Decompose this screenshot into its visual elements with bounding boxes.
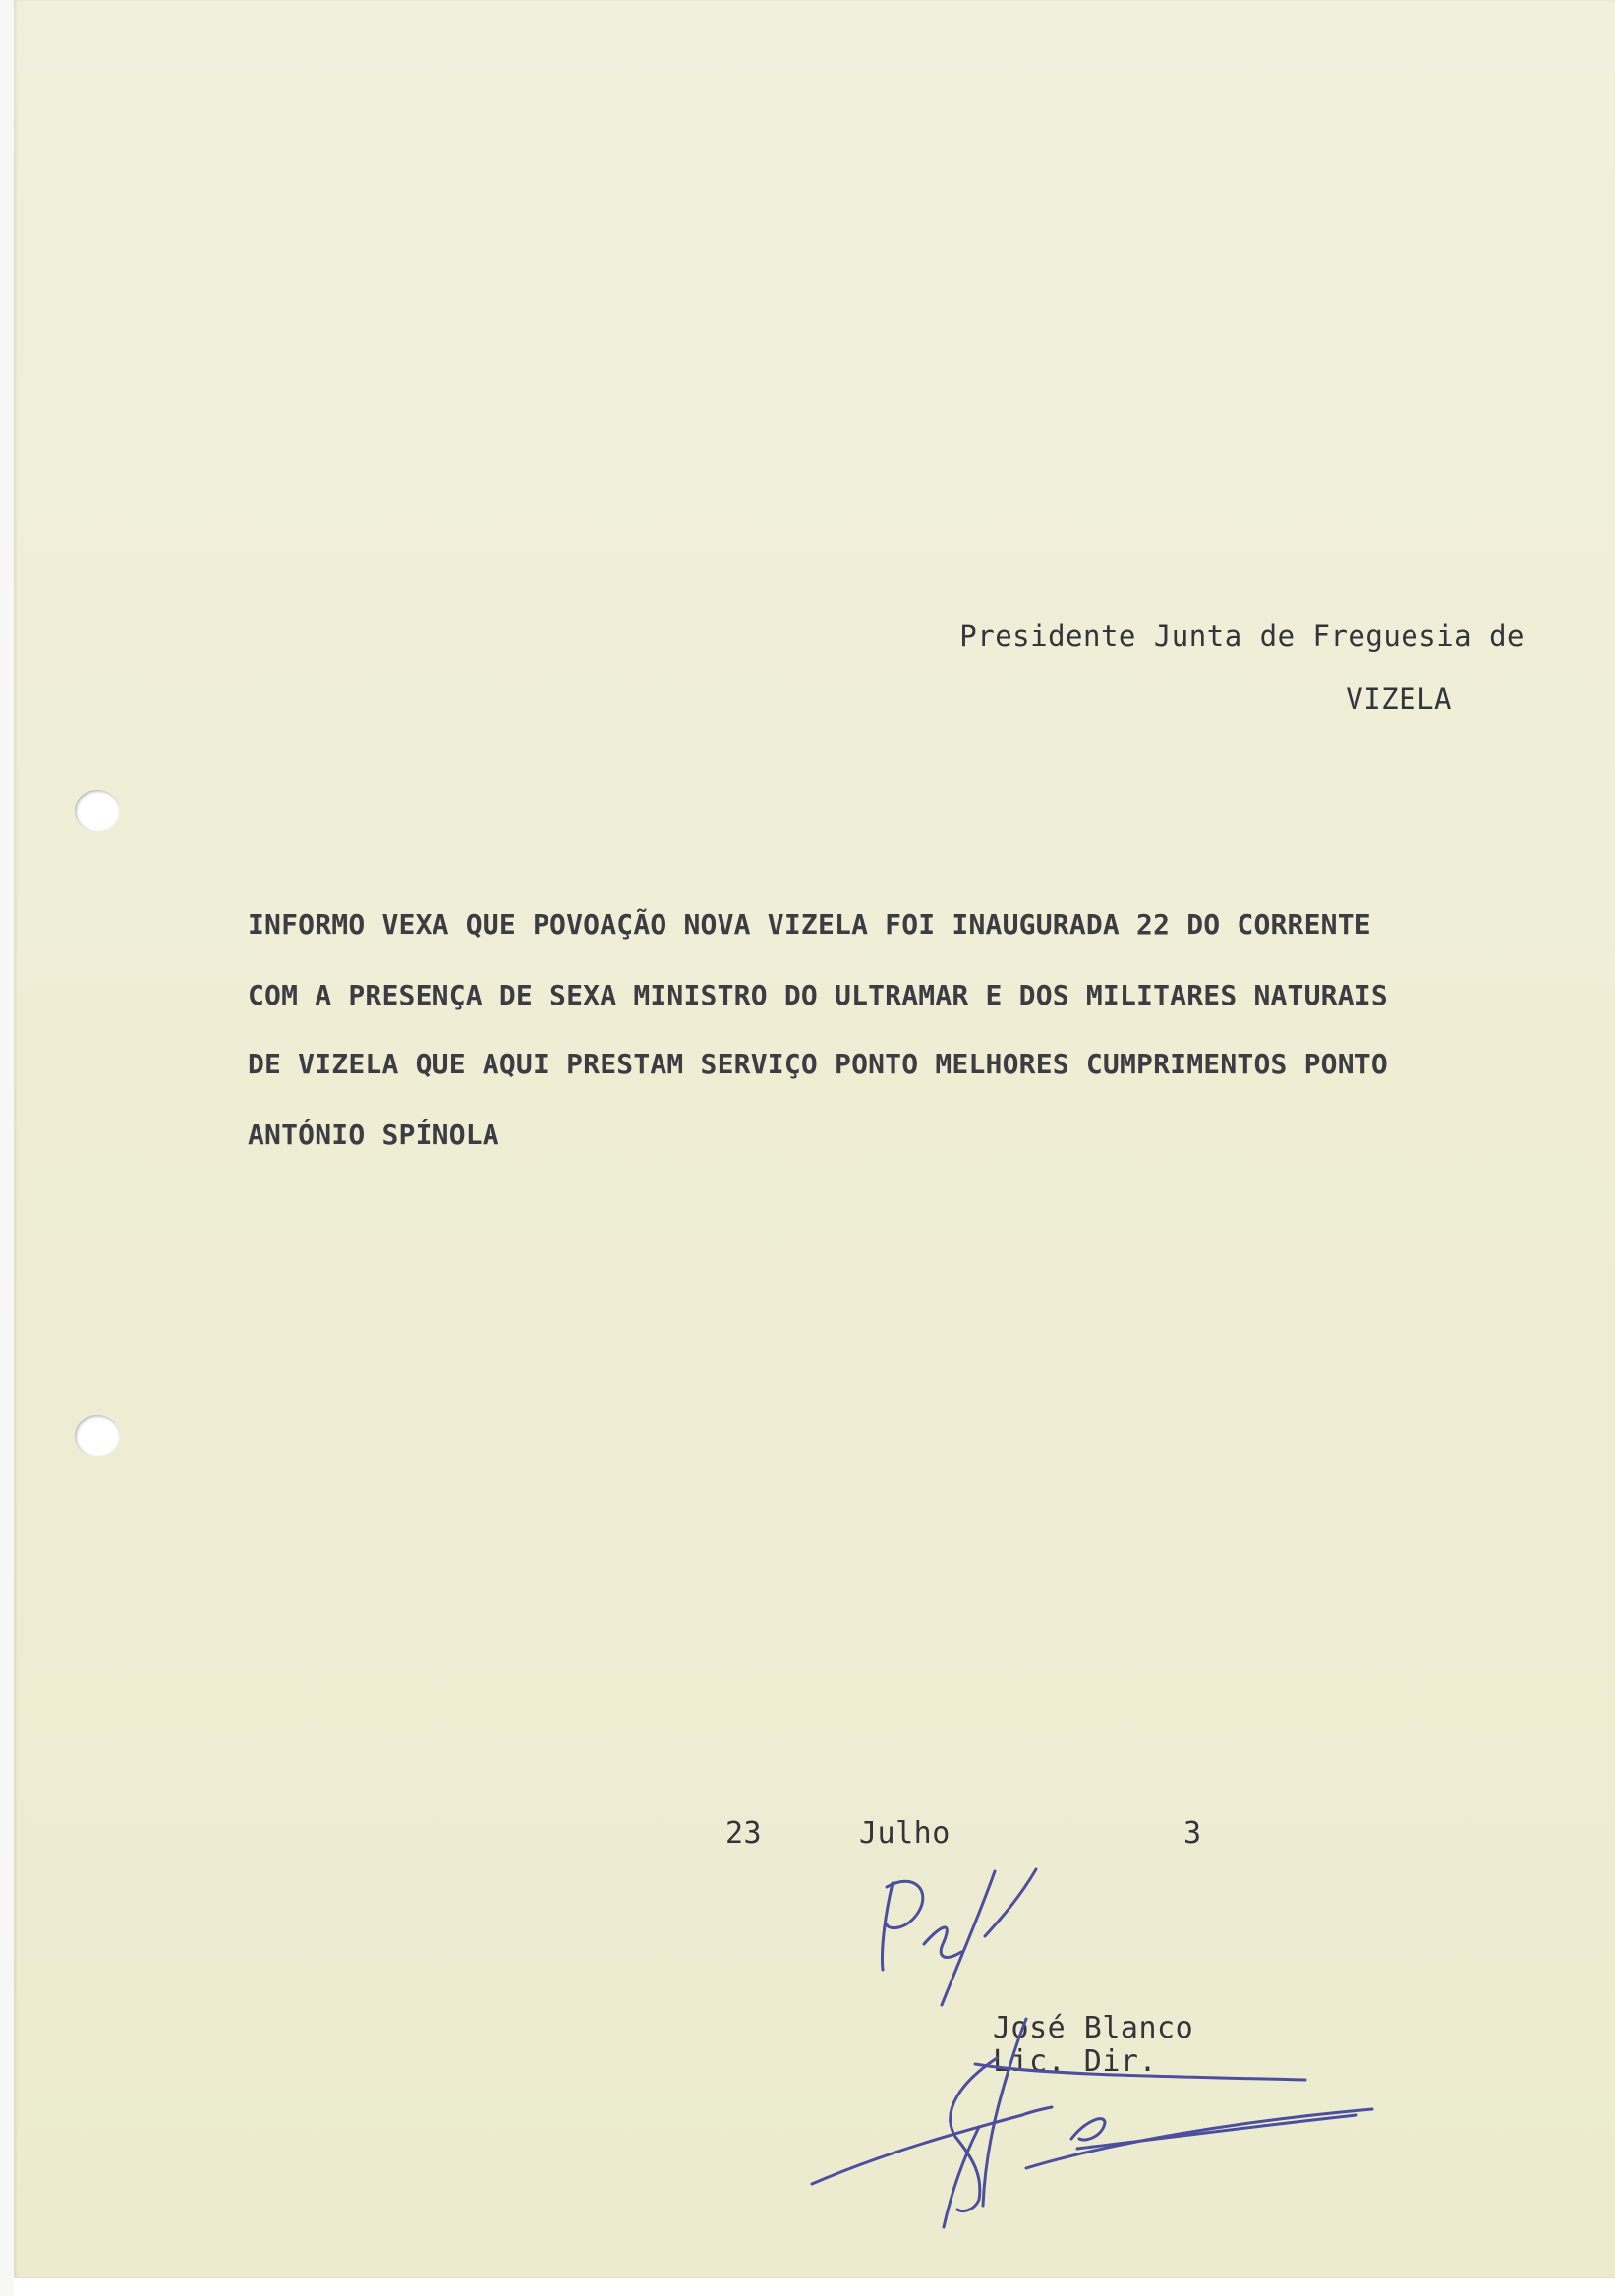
punch-hole-upper: [75, 790, 120, 832]
date-month: Julho: [859, 1816, 951, 1851]
message-line-2: COM A PRESENÇA DE SEXA MINISTRO DO ULTRAMAR E DOS MILITARES NATURAIS: [248, 979, 1388, 1011]
sender-name: José Blanco: [993, 2011, 1194, 2045]
sender-title: Lic. Dir.: [993, 2044, 1158, 2079]
message-line-3: DE VIZELA QUE AQUI PRESTAM SERVIÇO PONTO MELHORES CUMPRIMENTOS PONTO: [248, 1048, 1388, 1080]
recipient-line-1: Presidente Junta de Freguesia de: [959, 619, 1525, 653]
recipient-line-2: VIZELA: [1346, 682, 1452, 716]
message-line-4: ANTÓNIO SPÍNOLA: [248, 1119, 499, 1151]
punch-hole-lower: [75, 1415, 120, 1457]
message-line-1: INFORMO VEXA QUE POVOAÇÃO NOVA VIZELA FOI INAUGURADA 22 DO CORRENTE: [248, 908, 1371, 941]
date-year: 3: [1183, 1816, 1202, 1851]
date-day: 23: [725, 1816, 763, 1851]
scan-left-margin: [0, 0, 14, 2296]
